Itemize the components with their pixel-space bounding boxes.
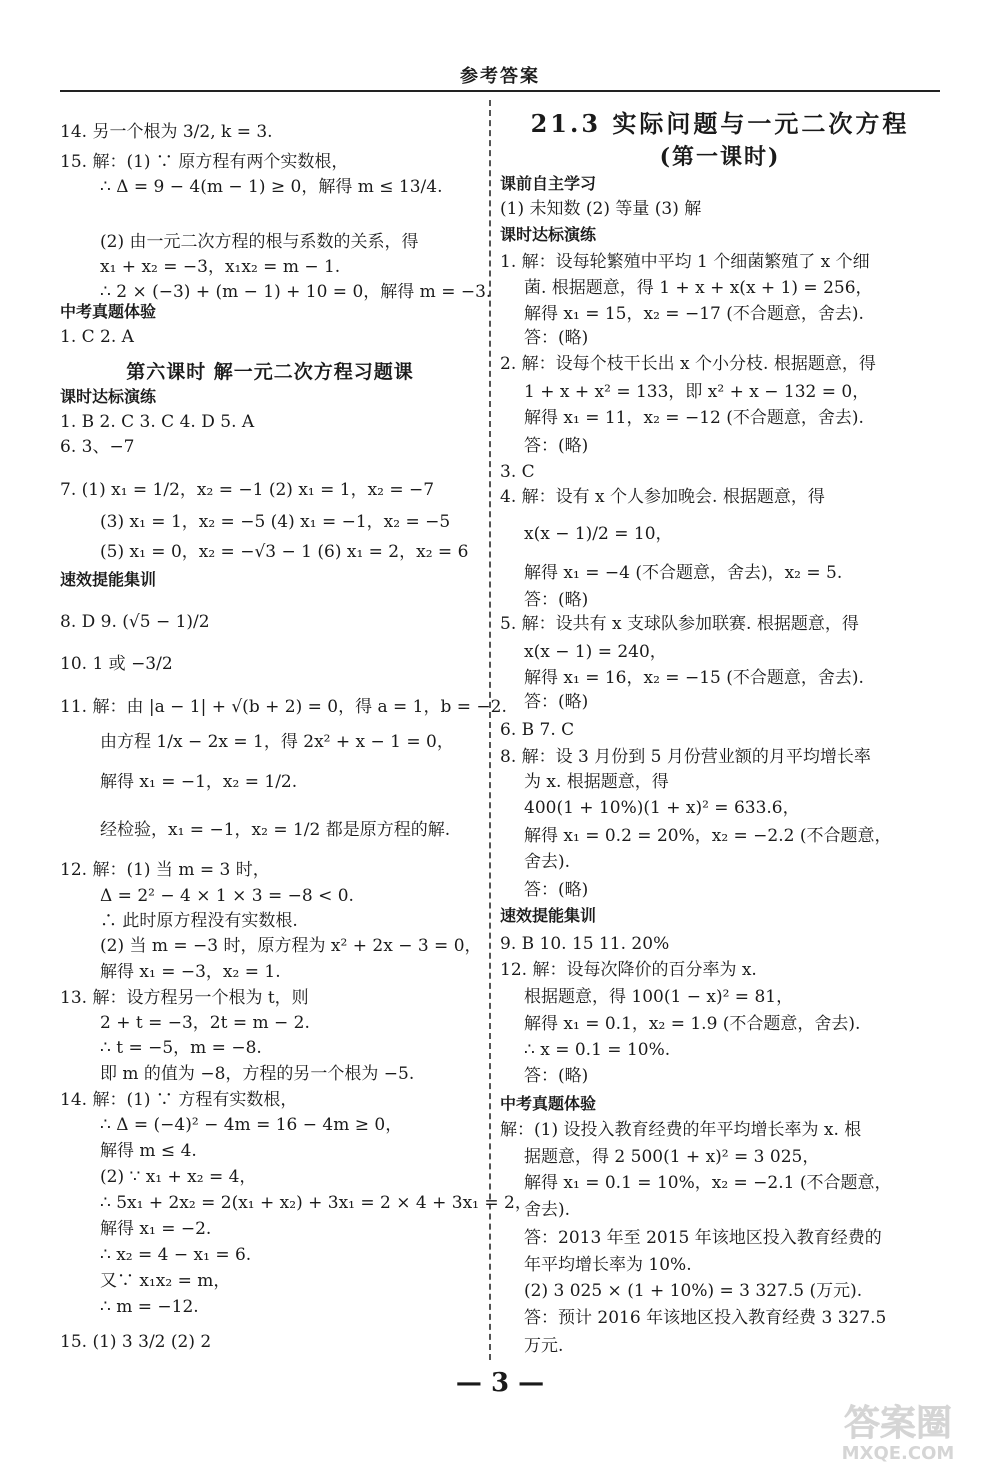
- answer-line: 7. (1) x₁ = 1/2，x₂ = −1 (2) x₁ = 1，x₂ = −7: [60, 480, 435, 500]
- page-header: 参考答案: [460, 66, 540, 87]
- answer-line: 12. 解：(1) 当 m = 3 时，: [60, 860, 270, 880]
- answer-line: 舍去).: [524, 852, 571, 872]
- answer-line: 答：(略): [524, 880, 589, 900]
- answer-line: 答：(略): [524, 328, 589, 348]
- answer-line: (3) x₁ = 1，x₂ = −5 (4) x₁ = −1，x₂ = −5: [100, 512, 451, 532]
- answer-line: 4. 解：设有 x 个人参加晚会. 根据题意，得: [500, 487, 825, 507]
- answer-line: x₁ + x₂ = −3，x₁x₂ = m − 1.: [100, 257, 341, 277]
- answer-line: (2) 由一元二次方程的根与系数的关系，得: [100, 232, 419, 252]
- answer-line: (2) ∵ x₁ + x₂ = 4，: [100, 1167, 257, 1187]
- answer-line: 解得 m ≤ 4.: [100, 1141, 197, 1161]
- answer-line: (5) x₁ = 0，x₂ = −√3 − 1 (6) x₁ = 2，x₂ = 6: [100, 542, 469, 562]
- answer-line: 答：预计 2016 年该地区投入教育经费 3 327.5: [524, 1308, 887, 1328]
- answer-line: Δ = 2² − 4 × 1 × 3 = −8 < 0.: [100, 886, 354, 906]
- section-heading: 课时达标演练: [60, 387, 157, 406]
- answer-line: 解得 x₁ = −4 (不合题意，舍去)，x₂ = 5.: [524, 563, 843, 583]
- answer-line: 由方程 1/x − 2x = 1，得 2x² + x − 1 = 0，: [100, 732, 454, 752]
- answer-line: 解：(1) 设投入教育经费的年平均增长率为 x. 根: [500, 1120, 862, 1140]
- section-heading: 课前自主学习: [500, 174, 597, 193]
- answer-line: x(x − 1)/2 = 10，: [524, 524, 673, 544]
- answer-line: 6. B 7. C: [500, 720, 575, 740]
- answer-line: 据题意，得 2 500(1 + x)² = 3 025，: [524, 1147, 820, 1167]
- answer-line: (2) 当 m = −3 时，原方程为 x² + 2x − 3 = 0，: [100, 936, 482, 956]
- answer-line: 5. 解：设共有 x 支球队参加联赛. 根据题意，得: [500, 614, 859, 634]
- answer-line: ∴ Δ = (−4)² − 4m = 16 − 4m ≥ 0，: [100, 1115, 403, 1135]
- section-title: 21.3 实际问题与一元二次方程: [530, 109, 910, 138]
- answer-line: 3. C: [500, 462, 535, 482]
- answer-line: 解得 x₁ = 0.1，x₂ = 1.9 (不合题意，舍去).: [524, 1014, 861, 1034]
- answer-line: x(x − 1) = 240，: [524, 642, 667, 662]
- answer-line: ∴ 5x₁ + 2x₂ = 2(x₁ + x₂) + 3x₁ = 2 × 4 + 3x₁ = 2，: [100, 1193, 532, 1213]
- answer-line: 6. 3、−7: [60, 437, 135, 457]
- answer-line: 答：(略): [524, 590, 589, 610]
- header-rule: [60, 90, 940, 92]
- answer-line: 万元.: [524, 1336, 564, 1356]
- lesson-heading: 第六课时 解一元二次方程习题课: [126, 361, 414, 383]
- watermark-text: 答案圈: [843, 1403, 953, 1444]
- answer-line: 8. 解：设 3 月份到 5 月份营业额的月平均增长率: [500, 747, 871, 767]
- answer-line: 答：2013 年至 2015 年该地区投入教育经费的: [524, 1228, 882, 1248]
- answer-line: 解得 x₁ = −1，x₂ = 1/2.: [100, 772, 298, 792]
- watermark-site: MXQE.COM: [841, 1443, 955, 1463]
- answer-line: 解得 x₁ = 15，x₂ = −17 (不合题意，舍去).: [524, 304, 864, 324]
- section-heading: 中考真题体验: [500, 1094, 597, 1113]
- answer-line: 答：(略): [524, 1066, 589, 1086]
- answer-line: 1. B 2. C 3. C 4. D 5. A: [60, 412, 255, 432]
- answer-line: ∴ 2 × (−3) + (m − 1) + 10 = 0，解得 m = −3.: [100, 282, 492, 302]
- section-subtitle: (第一课时): [659, 144, 781, 170]
- answer-line: 又∵ x₁x₂ = m，: [100, 1271, 231, 1291]
- answer-line: 1. 解：设每轮繁殖中平均 1 个细菌繁殖了 x 个细: [500, 252, 870, 272]
- answer-line: 即 m 的值为 −8，方程的另一个根为 −5.: [100, 1064, 415, 1084]
- watermark-logo: [808, 1395, 988, 1463]
- answer-line: 1 + x + x² = 133，即 x² + x − 132 = 0，: [524, 382, 870, 402]
- answer-line: 经检验，x₁ = −1，x₂ = 1/2 都是原方程的解.: [100, 820, 451, 840]
- answer-line: 解得 x₁ = 0.1 = 10%，x₂ = −2.1 (不合题意，: [524, 1173, 892, 1193]
- answer-line: 解得 x₁ = −2.: [100, 1219, 212, 1239]
- answer-line: 12. 解：设每次降价的百分率为 x.: [500, 960, 757, 980]
- answer-line: 13. 解：设方程另一个根为 t，则: [60, 988, 309, 1008]
- answer-line: (1) 未知数 (2) 等量 (3) 解: [500, 199, 702, 219]
- answer-line: 9. B 10. 15 11. 20%: [500, 934, 670, 954]
- answer-line: 解得 x₁ = −3，x₂ = 1.: [100, 962, 281, 982]
- answer-line: 年平均增长率为 10%.: [524, 1255, 692, 1275]
- answer-line: 15. (1) 3 3/2 (2) 2: [60, 1332, 212, 1352]
- page-number: — 3 —: [455, 1368, 545, 1398]
- answer-line: 14. 解：(1) ∵ 方程有实数根，: [60, 1090, 298, 1110]
- answer-line: ∴ x = 0.1 = 10%.: [524, 1040, 671, 1060]
- answer-line: 舍去).: [524, 1200, 571, 1220]
- answer-line: ∴ 此时原方程没有实数根.: [100, 911, 298, 931]
- answer-line: 答：(略): [524, 692, 589, 712]
- answer-line: ∴ Δ = 9 − 4(m − 1) ≥ 0，解得 m ≤ 13/4.: [100, 177, 443, 197]
- answer-line: (2) 3 025 × (1 + 10%) = 3 327.5 (万元).: [524, 1281, 863, 1301]
- section-heading: 速效提能集训: [60, 570, 157, 589]
- answer-line: 菌. 根据题意，得 1 + x + x(x + 1) = 256，: [524, 278, 873, 298]
- answer-line: ∴ x₂ = 4 − x₁ = 6.: [100, 1245, 252, 1265]
- answer-line: ∴ m = −12.: [100, 1297, 199, 1317]
- answer-line: 解得 x₁ = 16，x₂ = −15 (不合题意，舍去).: [524, 668, 864, 688]
- section-heading: 速效提能集训: [500, 906, 597, 925]
- answer-line: 400(1 + 10%)(1 + x)² = 633.6，: [524, 798, 800, 818]
- answer-line: 1. C 2. A: [60, 327, 134, 347]
- answer-line: 解得 x₁ = 11，x₂ = −12 (不合题意，舍去).: [524, 408, 864, 428]
- answer-line: 8. D 9. (√5 − 1)/2: [60, 612, 210, 632]
- answer-line: 11. 解：由 |a − 1| + √(b + 2) = 0，得 a = 1，b = −2.: [60, 697, 507, 717]
- answer-line: 10. 1 或 −3/2: [60, 654, 173, 674]
- answer-line: 15. 解：(1) ∵ 原方程有两个实数根，: [60, 152, 349, 172]
- answer-line: 为 x. 根据题意，得: [524, 772, 669, 792]
- answer-line: 根据题意，得 100(1 − x)² = 81，: [524, 987, 794, 1007]
- section-heading: 中考真题体验: [60, 302, 157, 321]
- answer-line: 答：(略): [524, 436, 589, 456]
- answer-line: 14. 另一个根为 3/2, k = 3.: [60, 122, 273, 142]
- answer-line: 2 + t = −3，2t = m − 2.: [100, 1013, 310, 1033]
- answer-line: 解得 x₁ = 0.2 = 20%，x₂ = −2.2 (不合题意，: [524, 826, 892, 846]
- answer-line: 2. 解：设每个枝干长出 x 个小分枝. 根据题意，得: [500, 354, 876, 374]
- section-heading: 课时达标演练: [500, 225, 597, 244]
- answer-line: ∴ t = −5，m = −8.: [100, 1038, 262, 1058]
